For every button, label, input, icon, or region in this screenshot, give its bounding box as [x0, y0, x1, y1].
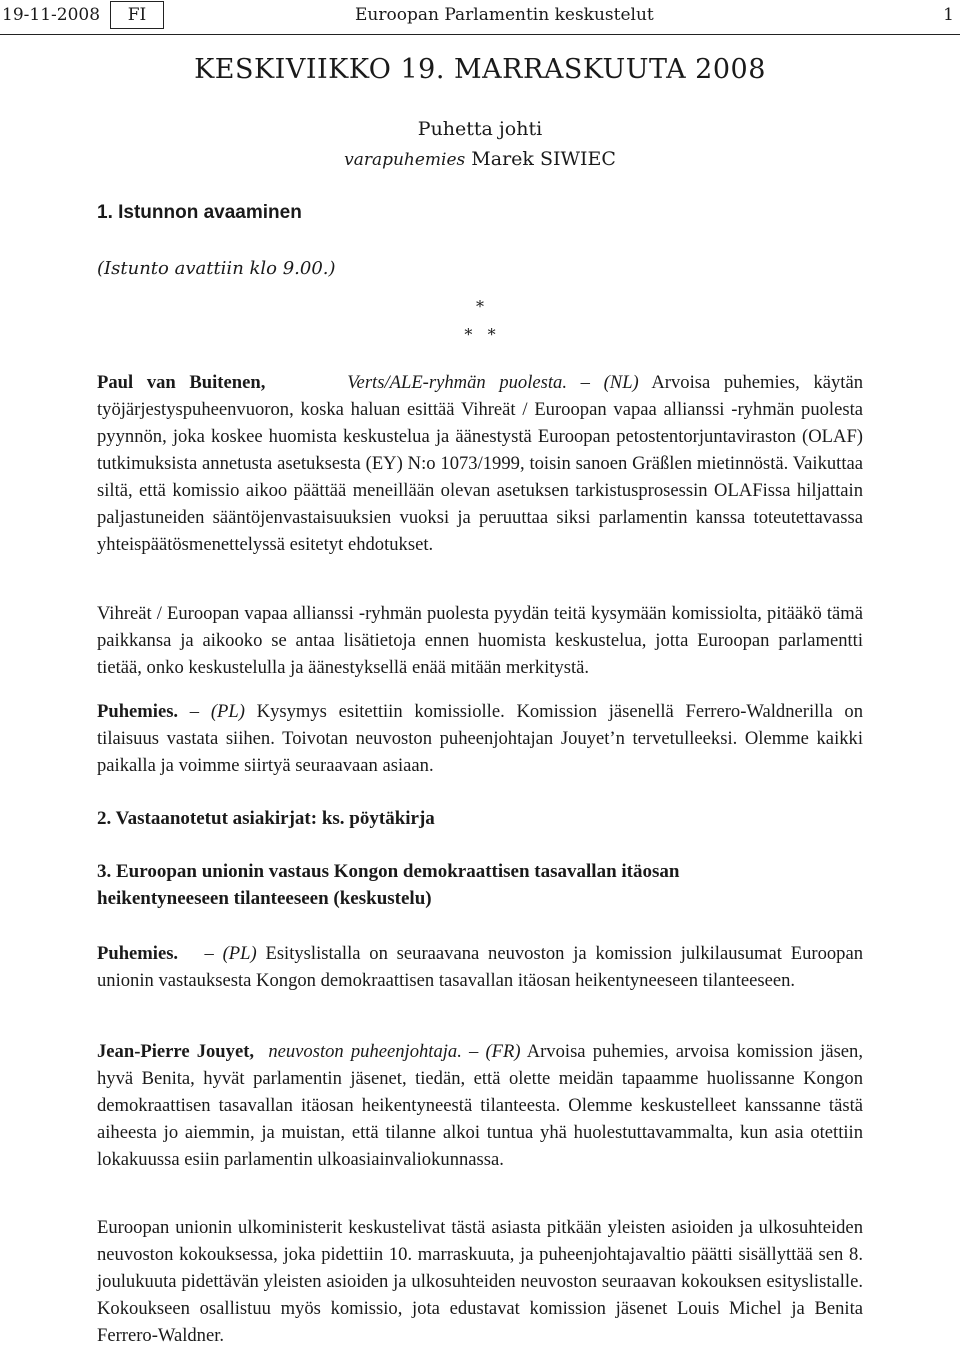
opening-note: (Istunto avattiin klo 9.00.): [97, 258, 336, 279]
language-code: (PL): [210, 701, 245, 722]
speech-text: Vihreät / Euroopan vapaa allianssi -ryhmän puolesta pyydän teitä kysymään komissiolta, pitääkö tämä paikkansa ja aikooko se antaa lisätietoja ennen huomista keskustelua, jotta Euroopan parlamentti tietää, onko keskustelulla ja äänestyksellä enää mitään merkitystä.: [97, 603, 863, 678]
chair-line: [0, 148, 960, 170]
speech-van-buitenen: [97, 369, 863, 558]
speech-text: Euroopan unionin ulkoministerit keskustelivat tästä asiasta pitkään yleisten asioiden ja ulkosuhteiden neuvoston kokouksessa, joka pidettiin 10. marraskuuta, ja puheenjohtajavaltio päätti sisällyttää sen 8. joulukuuta pidettävän yleisten asioiden ja ulkosuhteiden neuvoston seuraavan kokouksen esityslistalle. Kokoukseen osallistuu myös komissio, jota edustavat komission jäsenet Louis Michel ja Benita Ferrero-Waldner.: [97, 1217, 863, 1346]
header-publication: Euroopan Parlamentin keskustelut: [355, 5, 654, 25]
chair-label: Puhetta johti: [417, 118, 543, 140]
speech-president-1: [97, 698, 863, 779]
language-code: (PL): [222, 943, 257, 964]
speech-president-2: [97, 940, 863, 994]
chair-name: Marek SIWIEC: [471, 148, 616, 170]
dash: –: [195, 943, 223, 964]
header-language-box: FI: [110, 1, 164, 29]
speech-text: Arvoisa puhemies, käytän työjärjestyspuheenvuoron, koska haluan esittää Vihreät / Euroopan vapaa allianssi -ryhmän puolesta pyynnön, joka koskee huomista keskustelua ja äänestystä Euroopan petostentorjuntaviraston (OLAF) tutkimuksista annetusta asetuksesta (EY) N:o 1073/1999, toisin sanoen Gräßlen mietinnöstä. Vaikuttaa siltä, että komissio aikoo päättää meneillään olevan asetuksen tarkistusprosessin OLAFissa hiljattain paljastuneiden sääntöjenvastaisuuksien vuoksi ja peruuttaa siksi parlamentin kanssa toteutettavassa yhteispäätösmenettelyssä esitetyt ehdotukset.: [97, 372, 864, 555]
speech-jouyet: [97, 1038, 863, 1173]
page-header: [0, 0, 960, 35]
dash: –: [178, 701, 211, 722]
header-page-number: 1: [943, 5, 954, 25]
agenda-item-2-heading: 2. Vastaanotetut asiakirjat: ks. pöytäkirja: [97, 808, 435, 829]
speaker-name: Puhemies.: [97, 701, 179, 722]
chair-role: varapuhemies: [344, 150, 466, 170]
speaker-name: Paul van Buitenen,: [97, 372, 266, 393]
language-code: (NL): [603, 372, 639, 393]
speaker-name: Jean-Pierre Jouyet,: [97, 1041, 255, 1062]
separator-star-top: *: [476, 297, 484, 316]
speaker-name: Puhemies.: [97, 943, 179, 964]
separator-stars-bottom: * *: [464, 325, 496, 344]
speaker-role: Verts/ALE-ryhmän puolesta.: [347, 372, 567, 393]
header-date: 19-11-2008: [2, 5, 101, 25]
dash: –: [461, 1041, 486, 1062]
dash: –: [566, 372, 604, 393]
speech-text: Kysymys esitettiin komissiolle. Komission jäsenellä Ferrero-Waldnerilla on tilaisuus vastata siihen. Toivotan neuvoston puheenjohtajan Jouyet’n tervetulleeksi. Olemme kaikki paikalla ja voimme siirtyä seuraavaan asiaan.: [97, 701, 863, 776]
agenda-item-1-heading: 1. Istunnon avaaminen: [97, 202, 302, 223]
sitting-date-title: KESKIVIIKKO 19. MARRASKUUTA 2008: [194, 54, 766, 85]
speaker-role: neuvoston puheenjohtaja.: [268, 1041, 462, 1062]
agenda-item-3-heading: 3. Euroopan unionin vastaus Kongon demokraattisen tasavallan itäosan heikentyneeseen tilanteeseen (keskustelu): [97, 861, 680, 909]
speech-jouyet-continued: [97, 1214, 863, 1349]
language-code: (FR): [485, 1041, 521, 1062]
speech-van-buitenen-continued: [97, 600, 863, 681]
speech-text: Esityslistalla on seuraavana neuvoston ja komission julkilausumat Euroopan unionin vastauksesta Kongon demokraattisen tasavallan itäosan heikentyneeseen tilanteeseen.: [97, 943, 864, 991]
speech-text: Arvoisa puhemies, arvoisa komission jäsen, hyvä Benita, hyvät parlamentin jäsenet, tiedän, että olette meidän tapaamme huolissanne Kongon demokraattisen tasavallan itäosan heikentyneestä tilanteesta. Olemme keskustelleet kanssanne tästä aiheesta jo aiemmin, ja muistan, että tilanne alkoi tuntua yhä huolestuttavammalta, kun asia otettiin lokakuussa esiin parlamentin ulkoasiainvaliokunnassa.: [97, 1041, 864, 1170]
